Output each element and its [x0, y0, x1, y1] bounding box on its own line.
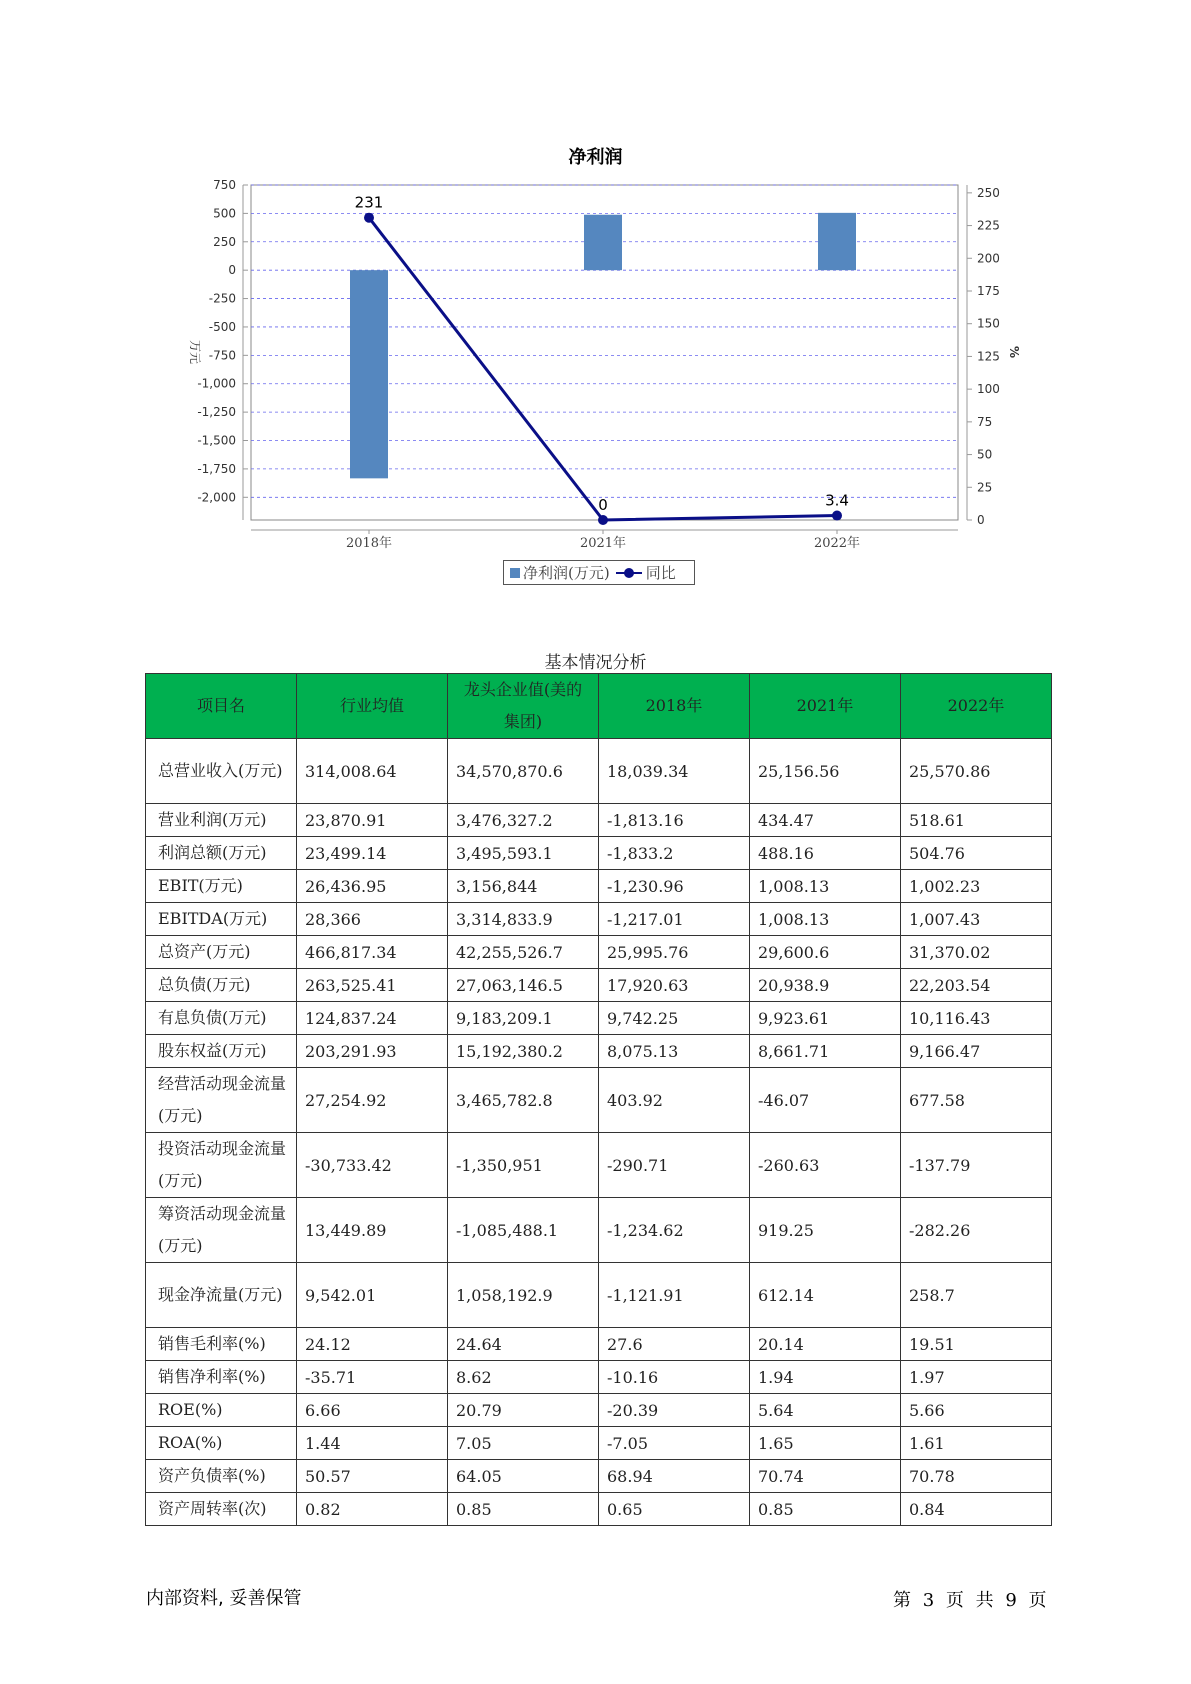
cell-value-2018: -1,230.96 [599, 870, 750, 903]
cell-value-2018: -1,813.16 [599, 804, 750, 837]
table-row [146, 837, 1052, 870]
right-axis-title: % [1007, 345, 1021, 359]
cell-value-2022: -137.79 [901, 1133, 1052, 1198]
cell-item-name: 股东权益(万元) [146, 1035, 297, 1068]
cell-item-name: 投资活动现金流量(万元) [146, 1133, 297, 1198]
cell-value-2021: 20,938.9 [750, 969, 901, 1002]
cell-value-2018: 18,039.34 [599, 739, 750, 804]
table-row [146, 1394, 1052, 1427]
legend-bar-swatch [510, 568, 520, 578]
cell-industry-avg: 28,366 [297, 903, 448, 936]
cell-value-2021: -260.63 [750, 1133, 901, 1198]
cell-industry-avg: 6.66 [297, 1394, 448, 1427]
cell-value-2022: 518.61 [901, 804, 1052, 837]
chart-title: 净利润 [568, 147, 623, 168]
table-row [146, 870, 1052, 903]
x-tick-label: 2021年 [579, 536, 627, 551]
header-2021: 2021年 [750, 674, 901, 739]
cell-value-2018: 68.94 [599, 1460, 750, 1493]
table-row [146, 1133, 1052, 1198]
table-row [146, 1328, 1052, 1361]
right-tick-label: 75 [977, 414, 993, 429]
cell-item-name: 资产负债率(%) [146, 1460, 297, 1493]
cell-industry-avg: 50.57 [297, 1460, 448, 1493]
yoy-point [364, 213, 374, 223]
cell-value-2022: 677.58 [901, 1068, 1052, 1133]
cell-value-2022: 19.51 [901, 1328, 1052, 1361]
cell-industry-avg: 314,008.64 [297, 739, 448, 804]
cell-item-name: 总营业收入(万元) [146, 739, 297, 804]
cell-item-name: 营业利润(万元) [146, 804, 297, 837]
cell-leader-value: 7.05 [448, 1427, 599, 1460]
cell-value-2021: 1,008.13 [750, 870, 901, 903]
table-row [146, 804, 1052, 837]
cell-value-2018: 8,075.13 [599, 1035, 750, 1068]
table-row [146, 1493, 1052, 1526]
cell-value-2022: 5.66 [901, 1394, 1052, 1427]
right-tick-label: 150 [977, 316, 1000, 331]
cell-leader-value: 3,495,593.1 [448, 837, 599, 870]
cell-item-name: ROA(%) [146, 1427, 297, 1460]
x-tick-label: 2022年 [813, 536, 861, 551]
cell-value-2021: 0.85 [750, 1493, 901, 1526]
cell-item-name: 经营活动现金流量(万元) [146, 1068, 297, 1133]
cell-leader-value: 64.05 [448, 1460, 599, 1493]
table-row [146, 1002, 1052, 1035]
bar-2018年 [350, 270, 388, 478]
header-item-name: 项目名 [146, 674, 297, 739]
cell-industry-avg: 1.44 [297, 1427, 448, 1460]
cell-value-2022: 1,002.23 [901, 870, 1052, 903]
left-axis-title: 万元 [188, 339, 202, 365]
left-tick-label: -1,000 [197, 376, 236, 391]
cell-leader-value: 27,063,146.5 [448, 969, 599, 1002]
cell-item-name: 有息负债(万元) [146, 1002, 297, 1035]
cell-item-name: 销售毛利率(%) [146, 1328, 297, 1361]
footer-confidential: 内部资料, 妥善保管 [146, 1588, 302, 1609]
cell-value-2021: -46.07 [750, 1068, 901, 1133]
left-tick-label: -1,750 [197, 461, 236, 476]
right-tick-label: 175 [977, 283, 1000, 298]
cell-item-name: 总负债(万元) [146, 969, 297, 1002]
table-row [146, 1068, 1052, 1133]
cell-value-2018: 25,995.76 [599, 936, 750, 969]
cell-value-2022: 1.97 [901, 1361, 1052, 1394]
cell-leader-value: 34,570,870.6 [448, 739, 599, 804]
right-tick-label: 200 [977, 251, 1000, 266]
table-row [146, 1427, 1052, 1460]
left-tick-label: -750 [208, 348, 236, 363]
cell-leader-value: 8.62 [448, 1361, 599, 1394]
cell-value-2021: 70.74 [750, 1460, 901, 1493]
right-tick-label: 100 [977, 382, 1000, 397]
footer-page-number: 第 3 页 共 9 页 [893, 1590, 1047, 1611]
cell-value-2021: 5.64 [750, 1394, 901, 1427]
cell-industry-avg: -35.71 [297, 1361, 448, 1394]
chart-legend [503, 560, 695, 585]
left-tick-label: 750 [213, 178, 236, 192]
x-tick-label: 2018年 [345, 536, 393, 551]
cell-leader-value: 0.85 [448, 1493, 599, 1526]
legend-line-swatch [616, 567, 642, 579]
cell-value-2018: -1,833.2 [599, 837, 750, 870]
cell-industry-avg: 124,837.24 [297, 1002, 448, 1035]
cell-value-2022: 70.78 [901, 1460, 1052, 1493]
cell-value-2018: -10.16 [599, 1361, 750, 1394]
right-tick-label: 50 [977, 447, 993, 462]
right-tick-label: 250 [977, 185, 1000, 200]
right-tick-label: 225 [977, 218, 1000, 233]
header-2018: 2018年 [599, 674, 750, 739]
cell-item-name: EBITDA(万元) [146, 903, 297, 936]
cell-value-2021: 1,008.13 [750, 903, 901, 936]
cell-value-2022: 25,570.86 [901, 739, 1052, 804]
cell-value-2022: 31,370.02 [901, 936, 1052, 969]
table-body [146, 739, 1052, 1526]
table-row [146, 1263, 1052, 1328]
cell-value-2022: 1.61 [901, 1427, 1052, 1460]
cell-industry-avg: 26,436.95 [297, 870, 448, 903]
cell-item-name: EBIT(万元) [146, 870, 297, 903]
bar-2021年 [584, 215, 622, 270]
left-tick-label: -250 [208, 291, 236, 306]
left-tick-label: -2,000 [197, 490, 236, 505]
cell-value-2021: 20.14 [750, 1328, 901, 1361]
cell-industry-avg: 9,542.01 [297, 1263, 448, 1328]
yoy-point [832, 511, 842, 521]
table-row [146, 1035, 1052, 1068]
cell-value-2018: 27.6 [599, 1328, 750, 1361]
cell-leader-value: -1,350,951 [448, 1133, 599, 1198]
cell-item-name: 资产周转率(次) [146, 1493, 297, 1526]
cell-leader-value: 20.79 [448, 1394, 599, 1427]
cell-value-2018: 9,742.25 [599, 1002, 750, 1035]
cell-leader-value: 3,476,327.2 [448, 804, 599, 837]
cell-value-2022: 1,007.43 [901, 903, 1052, 936]
cell-value-2018: -1,217.01 [599, 903, 750, 936]
cell-value-2018: 403.92 [599, 1068, 750, 1133]
right-tick-label: 125 [977, 349, 1000, 364]
cell-leader-value: 24.64 [448, 1328, 599, 1361]
header-2022: 2022年 [901, 674, 1052, 739]
cell-value-2018: -1,234.62 [599, 1198, 750, 1263]
cell-industry-avg: 23,870.91 [297, 804, 448, 837]
cell-value-2021: 434.47 [750, 804, 901, 837]
yoy-data-label: 3.4 [825, 491, 849, 510]
net-profit-chart [0, 0, 1191, 560]
table-row [146, 1361, 1052, 1394]
cell-value-2021: 29,600.6 [750, 936, 901, 969]
cell-value-2018: 0.65 [599, 1493, 750, 1526]
left-tick-label: 250 [213, 234, 236, 249]
cell-leader-value: 3,465,782.8 [448, 1068, 599, 1133]
cell-leader-value: 1,058,192.9 [448, 1263, 599, 1328]
table-row [146, 969, 1052, 1002]
left-tick-label: -1,250 [197, 405, 236, 420]
table-row [146, 936, 1052, 969]
cell-value-2018: -290.71 [599, 1133, 750, 1198]
cell-value-2022: 22,203.54 [901, 969, 1052, 1002]
cell-value-2022: -282.26 [901, 1198, 1052, 1263]
table-row [146, 739, 1052, 804]
cell-value-2018: -20.39 [599, 1394, 750, 1427]
table-row [146, 903, 1052, 936]
legend-label-net-profit: 净利润(万元) [523, 564, 610, 582]
cell-leader-value: 42,255,526.7 [448, 936, 599, 969]
cell-industry-avg: 27,254.92 [297, 1068, 448, 1133]
cell-leader-value: 9,183,209.1 [448, 1002, 599, 1035]
header-leader: 龙头企业值(美的集团) [448, 674, 599, 739]
left-tick-label: -500 [208, 319, 236, 334]
cell-value-2021: 612.14 [750, 1263, 901, 1328]
cell-industry-avg: 263,525.41 [297, 969, 448, 1002]
cell-item-name: ROE(%) [146, 1394, 297, 1427]
yoy-data-label: 231 [354, 193, 384, 212]
cell-leader-value: 3,314,833.9 [448, 903, 599, 936]
cell-industry-avg: 24.12 [297, 1328, 448, 1361]
cell-leader-value: -1,085,488.1 [448, 1198, 599, 1263]
cell-industry-avg: -30,733.42 [297, 1133, 448, 1198]
cell-item-name: 现金净流量(万元) [146, 1263, 297, 1328]
table-row [146, 1460, 1052, 1493]
left-tick-label: -1,500 [197, 433, 236, 448]
cell-industry-avg: 23,499.14 [297, 837, 448, 870]
cell-value-2022: 10,116.43 [901, 1002, 1052, 1035]
cell-value-2021: 1.65 [750, 1427, 901, 1460]
header-industry-avg: 行业均值 [297, 674, 448, 739]
right-tick-label: 0 [977, 513, 985, 527]
cell-value-2021: 919.25 [750, 1198, 901, 1263]
table-header-row [146, 674, 1052, 739]
cell-value-2022: 258.7 [901, 1263, 1052, 1328]
cell-item-name: 利润总额(万元) [146, 837, 297, 870]
cell-value-2021: 25,156.56 [750, 739, 901, 804]
cell-industry-avg: 203,291.93 [297, 1035, 448, 1068]
analysis-table [145, 673, 1052, 1526]
table-caption: 基本情况分析 [544, 653, 647, 673]
bar-2022年 [818, 213, 856, 270]
right-tick-label: 25 [977, 480, 993, 495]
cell-value-2021: 1.94 [750, 1361, 901, 1394]
cell-leader-value: 15,192,380.2 [448, 1035, 599, 1068]
legend-label-yoy: 同比 [645, 564, 676, 582]
cell-value-2022: 0.84 [901, 1493, 1052, 1526]
cell-item-name: 筹资活动现金流量(万元) [146, 1198, 297, 1263]
table-row [146, 1198, 1052, 1263]
cell-item-name: 总资产(万元) [146, 936, 297, 969]
cell-value-2021: 488.16 [750, 837, 901, 870]
cell-value-2018: -1,121.91 [599, 1263, 750, 1328]
cell-item-name: 销售净利率(%) [146, 1361, 297, 1394]
cell-industry-avg: 13,449.89 [297, 1198, 448, 1263]
yoy-data-label: 0 [598, 496, 608, 514]
cell-industry-avg: 0.82 [297, 1493, 448, 1526]
cell-value-2022: 504.76 [901, 837, 1052, 870]
cell-industry-avg: 466,817.34 [297, 936, 448, 969]
cell-value-2021: 8,661.71 [750, 1035, 901, 1068]
cell-value-2018: 17,920.63 [599, 969, 750, 1002]
cell-value-2018: -7.05 [599, 1427, 750, 1460]
left-tick-label: 500 [213, 206, 236, 221]
cell-value-2021: 9,923.61 [750, 1002, 901, 1035]
yoy-point [598, 515, 608, 525]
cell-leader-value: 3,156,844 [448, 870, 599, 903]
left-tick-label: 0 [228, 263, 236, 278]
cell-value-2022: 9,166.47 [901, 1035, 1052, 1068]
